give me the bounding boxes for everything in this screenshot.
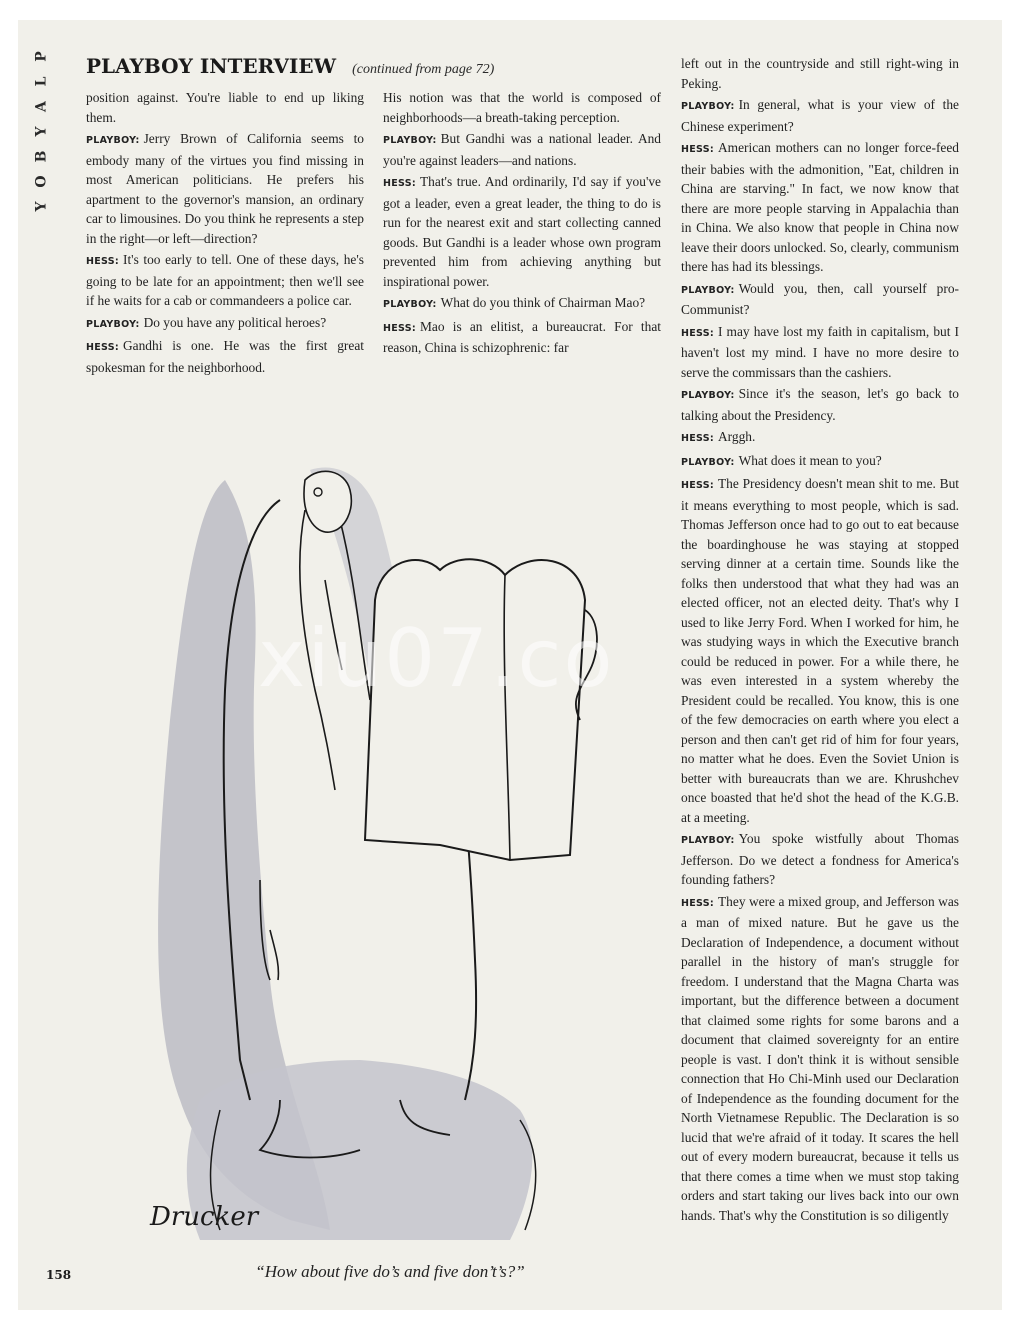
paragraph-text: left out in the countryside and still right-wing in Peking. (681, 56, 959, 91)
paragraph-text: Jerry Brown of California seems to embody many of the virtues you find missing in most American politicians. He prefers his apartment to the governor's mansion, an ordinary car to limousines. Do you think he represents a step in the right—or left—direction? (86, 131, 364, 246)
vertical-magazine-label (30, 44, 54, 219)
text-column-2 (383, 88, 661, 360)
speaker-label: PLAYBOY: (383, 299, 437, 310)
interview-paragraph (86, 129, 364, 248)
interview-paragraph (681, 427, 959, 449)
speaker-label: PLAYBOY: (681, 456, 735, 468)
cartoon-caption: “How about five do’s and five don’t’s?” (255, 1262, 525, 1281)
speaker-label: PLAYBOY: (681, 835, 735, 846)
paragraph-text: What does it mean to you? (738, 452, 882, 468)
speaker-label: HESS: (681, 327, 714, 339)
interview-paragraph (383, 88, 661, 127)
speaker-label: PLAYBOY: (86, 318, 140, 330)
vertical-label-letter: O (33, 175, 50, 188)
speaker-label: HESS: (383, 322, 416, 334)
interview-paragraph (383, 293, 661, 315)
paragraph-text: In general, what is your view of the Chinese experiment? (681, 97, 959, 134)
article-title: PLAYBOY INTERVIEW (86, 54, 337, 78)
continued-note: (continued from page 72) (352, 62, 495, 77)
paragraph-text: His notion was that the world is composed of neighborhoods—a breath-taking perception. (383, 90, 661, 125)
interview-paragraph (681, 322, 959, 383)
speaker-label: HESS: (86, 256, 119, 267)
article-header (86, 54, 494, 78)
paragraph-text: Arggh. (718, 429, 756, 444)
watermark: xiu07.co (258, 612, 615, 705)
paragraph-text: What do you think of Chairman Mao? (440, 295, 646, 310)
speaker-label: HESS: (681, 433, 714, 444)
vertical-label-letter: A (33, 101, 50, 112)
speaker-label: HESS: (681, 144, 714, 155)
paragraph-text: Do you have any political heroes? (143, 314, 327, 330)
interview-paragraph (86, 313, 364, 335)
speaker-label: PLAYBOY: (681, 101, 735, 112)
page-number: 158 (46, 1268, 72, 1282)
interview-paragraph (86, 250, 364, 311)
speaker-label: HESS: (681, 480, 714, 491)
interview-paragraph (681, 474, 959, 827)
interview-paragraph (681, 892, 959, 1226)
text-column-1 (86, 88, 364, 379)
vertical-label-letter: L (33, 76, 50, 87)
vertical-label-letter: P (33, 51, 50, 62)
paragraph-text: They were a mixed group, and Jefferson was a man of mixed nature. But he gave us the Declaration of Independence, a document without parallel in the history of man's struggle for freedom. I understand that the Magna Charta was important, but the difference between a document that claimed some rights for some barons and a document that claimed sovereignty for an entire people is vast. I don't think it is without sensible connection that Ho Chi-Minh used our Declaration of Independence as the founding document for the North Vietnamese Republic. The Declaration is so lucid that we're afraid of it today. It scares the hell out of every modern bureaucrat, because it tells us that there comes a time when we must stop taking orders and start taking our lives back into our own hands. That's why the Constitution is so diligently (681, 893, 959, 1223)
interview-paragraph (681, 829, 959, 890)
speaker-label: HESS: (681, 897, 714, 909)
text-column-3 (681, 54, 959, 1227)
paragraph-text: Gandhi is one. He was the first great spokesman for the neighborhood. (86, 338, 364, 375)
vertical-label-letter: Y (33, 126, 50, 137)
paragraph-text: I may have lost my faith in capitalism, but I haven't lost my mind. I have no more desire to serve the commissars than the cashiers. (681, 323, 959, 380)
interview-paragraph (681, 54, 959, 93)
interview-paragraph (681, 138, 959, 277)
speaker-label: PLAYBOY: (383, 135, 437, 146)
vertical-label-letter: B (33, 150, 50, 163)
interview-paragraph (681, 95, 959, 136)
paragraph-text: American mothers can no longer force-feed their babies with the admonition, "Eat, children in China are starving." In fact, we now know that there are more people starving in Appalachia than in China. We also know that people in China now leave their doors unlocked. So, clearly, communism there has had its blessings. (681, 140, 959, 274)
paragraph-text: Since it's the season, let's go back to talking about the Presidency. (681, 386, 959, 423)
paragraph-text: But Gandhi was a national leader. And you're against leaders—and nations. (383, 131, 661, 168)
speaker-label: PLAYBOY: (86, 135, 140, 146)
interview-paragraph (681, 451, 959, 473)
speaker-label: PLAYBOY: (681, 284, 735, 296)
interview-paragraph (383, 129, 661, 170)
interview-paragraph (86, 336, 364, 377)
paragraph-text: Would you, then, call yourself pro-Communist? (681, 280, 959, 317)
paragraph-text: That's true. And ordinarily, I'd say if you've got a leader, even a great leader, the thing to do is run for the nearest exit and start collecting canned goods. But Gandhi is a leader whose own program prevented him from achieving anything but inspirational power. (383, 174, 661, 289)
interview-paragraph (383, 317, 661, 358)
interview-paragraph (86, 88, 364, 127)
interview-paragraph (681, 384, 959, 425)
interview-paragraph (681, 279, 959, 320)
vertical-label-letter: Y (33, 201, 50, 212)
paragraph-text: You spoke wistfully about Thomas Jefferson. Do we detect a fondness for America's founding fathers? (681, 831, 959, 887)
speaker-label: HESS: (383, 178, 416, 189)
stone-tablets (365, 559, 585, 860)
paragraph-text: It's too early to tell. One of these days, he's going to be late for an appointment; then we'll see if he waits for a cab or commandeers a police car. (86, 252, 364, 308)
cartoon-illustration (130, 460, 670, 1240)
cartoon-head (304, 471, 351, 532)
paragraph-text: position against. You're liable to end up liking them. (86, 90, 364, 125)
speaker-label: HESS: (86, 342, 119, 353)
paragraph-text: Mao is an elitist, a bureaucrat. For that reason, China is schizophrenic: far (383, 318, 661, 355)
cartoon-signature: Drucker (150, 1202, 259, 1232)
speaker-label: PLAYBOY: (681, 390, 735, 401)
interview-paragraph (383, 172, 661, 291)
paragraph-text: The Presidency doesn't mean shit to me. But it means everything to most people, which is sad. Thomas Jefferson once had to go out to eat because the boardinghouse he was staying at stopped serving dinner at a certain time. Sounds like the folks then understood that what they had was an elected officer, not an elected deity. That's why I used to like Jerry Ford. When I worked for him, he was studying ways in which the Executive branch could be reduced in power. For a while there, he was even interested in a system whereby the President could be recalled. You know, this is one of the few democracies on earth where you elect a person and then can't get rid of him for four years, no matter what he does. Even the Soviet Union is better with bureaucrats than we are. Khrushchev once boasted that he'd shot the head of the K.G.B. at a meeting. (681, 476, 959, 825)
